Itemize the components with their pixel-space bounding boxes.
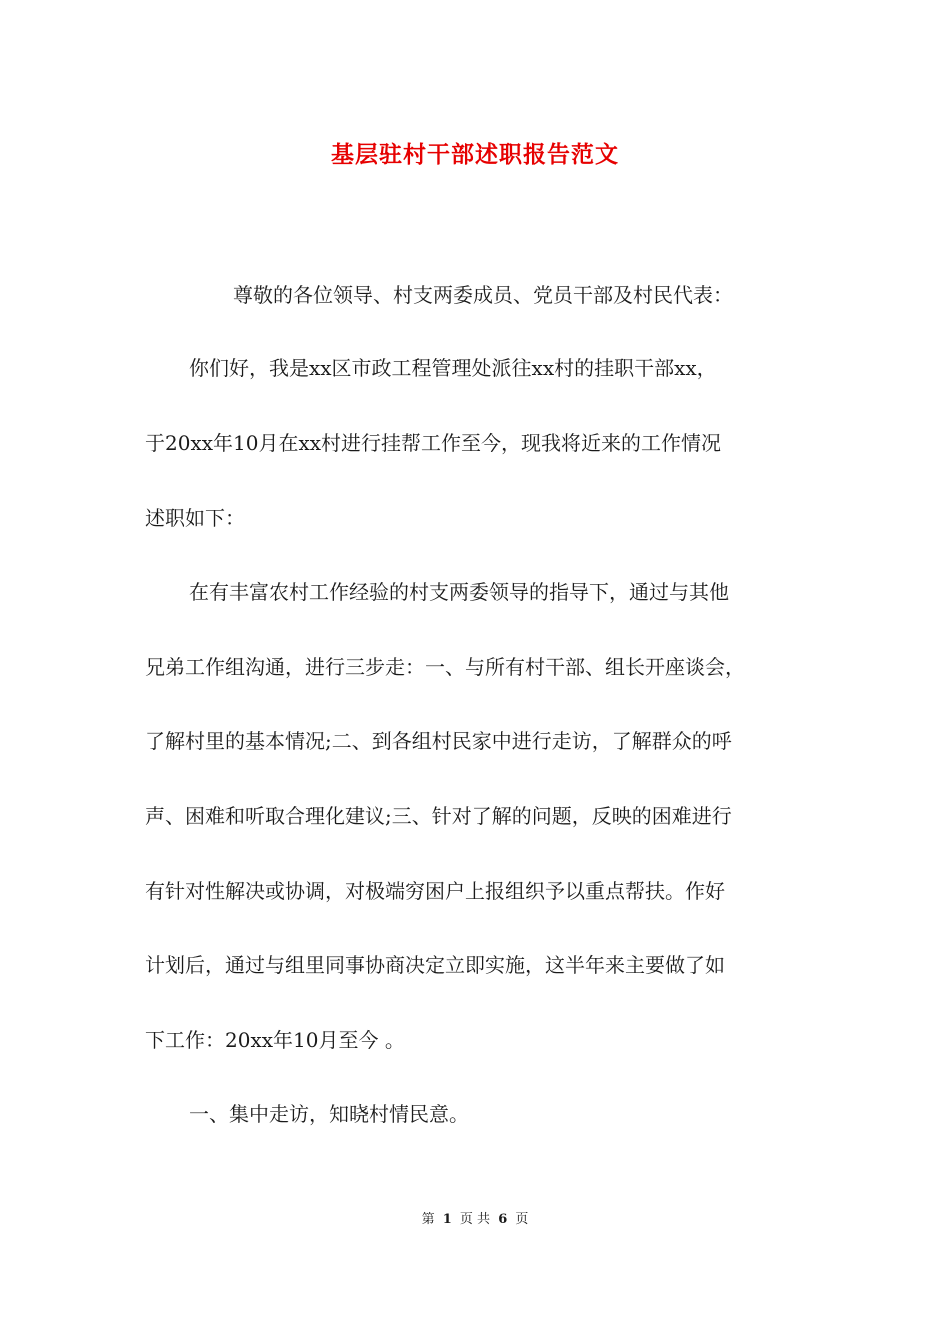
paragraph-line: 于20xx年10月在xx村进行挂帮工作至今，现我将近来的工作情况 <box>145 431 722 455</box>
paragraph-line: 声、困难和听取合理化建议;三、针对了解的问题，反映的困难进行 <box>145 804 732 828</box>
document-title: 基层驻村干部述职报告范文 <box>331 141 619 168</box>
footer-total-pages: 6 <box>498 1212 508 1227</box>
paragraph-line: 在有丰富农村工作经验的村支两委领导的指导下，通过与其他 <box>189 580 729 604</box>
page-footer <box>0 1208 950 1227</box>
footer-current-page: 1 <box>442 1212 452 1227</box>
footer-middle: 页 共 <box>459 1212 491 1227</box>
paragraph-line: 下工作：20xx年10月至今 。 <box>145 1028 405 1052</box>
paragraph-line: 有针对性解决或协调，对极端穷困户上报组织予以重点帮扶。作好 <box>145 879 725 903</box>
footer-suffix: 页 <box>515 1212 529 1227</box>
section-heading: 一、集中走访，知晓村情民意。 <box>189 1102 469 1126</box>
paragraph-line: 兄弟工作组沟通，进行三步走：一、与所有村干部、组长开座谈会， <box>145 655 745 679</box>
paragraph-line: 你们好，我是xx区市政工程管理处派往xx村的挂职干部xx， <box>189 356 717 380</box>
paragraph-line: 了解村里的基本情况;二、到各组村民家中进行走访，了解群众的呼 <box>145 729 732 753</box>
paragraph-line: 计划后，通过与组里同事协商决定立即实施，这半年来主要做了如 <box>145 953 725 977</box>
salutation-line: 尊敬的各位领导、村支两委成员、党员干部及村民代表： <box>233 283 733 307</box>
footer-prefix: 第 <box>421 1212 435 1227</box>
paragraph-line: 述职如下： <box>145 506 245 530</box>
